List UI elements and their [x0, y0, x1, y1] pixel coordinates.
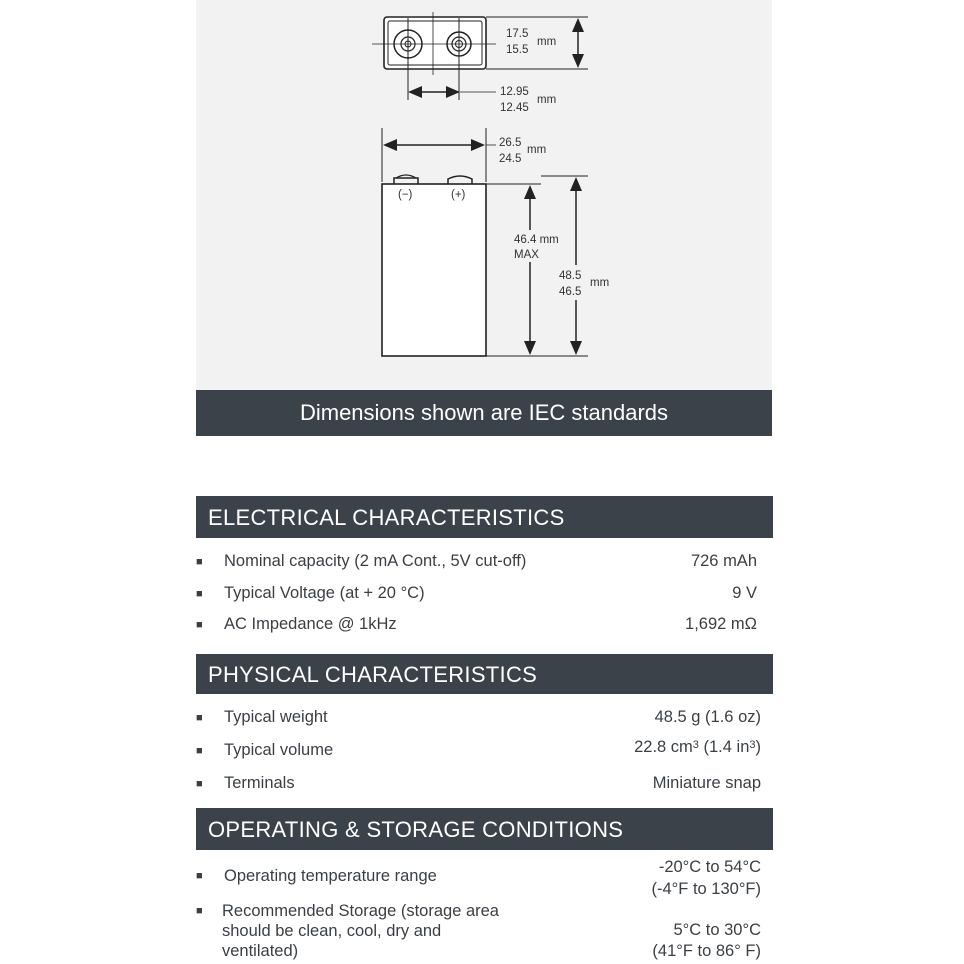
- spec-label: Typical volume: [224, 741, 334, 759]
- height-dim-max: 48.5: [559, 270, 582, 282]
- dimension-drawing: [196, 0, 772, 392]
- spec-value: 726 mAh: [690, 552, 757, 570]
- terminal-dim-unit: mm: [537, 94, 557, 106]
- bullet-icon: ■: [196, 870, 203, 882]
- bullet-icon: ■: [196, 905, 203, 917]
- spec-label-line1: Recommended Storage (storage area: [222, 902, 499, 920]
- top-dim-max: 17.5: [506, 28, 529, 40]
- spec-label: Typical Voltage (at + 20 °C): [224, 584, 425, 602]
- bullet-icon: ■: [196, 778, 203, 790]
- operating-section-header: OPERATING & STORAGE CONDITIONS: [196, 808, 773, 850]
- electrical-section-header: ELECTRICAL CHARACTERISTICS: [196, 496, 773, 538]
- battery-dimension-diagram: [196, 0, 772, 392]
- diagram-caption: Dimensions shown are IEC standards: [196, 390, 772, 436]
- bullet-icon: ■: [196, 619, 203, 631]
- list-item: [196, 774, 773, 796]
- height-dim-min: 46.5: [559, 286, 582, 298]
- height-dim-unit: mm: [590, 277, 610, 289]
- width-dim-min: 24.5: [499, 153, 522, 165]
- bullet-icon: ■: [196, 588, 203, 600]
- list-item: [196, 858, 773, 902]
- spec-value: 9 V: [732, 584, 757, 602]
- terminal-dim-max: 12.95: [500, 86, 529, 98]
- spec-label: AC Impedance @ 1kHz: [224, 615, 397, 633]
- list-item: [196, 584, 773, 606]
- bullet-icon: ■: [196, 712, 203, 724]
- spec-value-primary: 5°C to 30°C: [673, 921, 761, 939]
- physical-section-header: PHYSICAL CHARACTERISTICS: [196, 654, 773, 694]
- spec-value-secondary: (-4°F to 130°F): [651, 880, 761, 898]
- bullet-icon: ■: [196, 556, 203, 568]
- spec-value: Miniature snap: [652, 774, 761, 792]
- spec-value: 48.5 g (1.6 oz): [654, 708, 761, 726]
- spec-value-primary: -20°C to 54°C: [658, 858, 761, 876]
- inner-height-note: MAX: [514, 249, 539, 261]
- spec-label: Operating temperature range: [224, 867, 437, 885]
- bullet-icon: ■: [196, 745, 203, 757]
- negative-terminal-label: (−): [398, 189, 413, 201]
- top-dim-min: 15.5: [506, 44, 529, 56]
- list-item: [196, 552, 773, 574]
- list-item: [196, 901, 773, 963]
- spec-label: Terminals: [224, 774, 295, 792]
- width-dim-max: 26.5: [499, 137, 522, 149]
- positive-terminal-label: (+): [451, 189, 466, 201]
- list-item: [196, 738, 773, 763]
- top-dim-unit: mm: [537, 36, 557, 48]
- terminal-dim-min: 12.45: [500, 102, 529, 114]
- spec-value: 22.8 $cm^3$ (1.4 $in^3$): [634, 738, 761, 756]
- spec-label: Typical weight: [224, 708, 328, 726]
- spec-label-line2: should be clean, cool, dry and: [222, 922, 442, 940]
- spec-value: 1,692 mΩ: [685, 615, 757, 633]
- list-item: [196, 615, 773, 637]
- spec-label-line3: ventilated): [222, 942, 299, 960]
- inner-height-value: 46.4 mm: [514, 234, 559, 246]
- spec-value-secondary: (41°F to 86° F): [652, 942, 761, 960]
- spec-label: Nominal capacity (2 mA Cont., 5V cut-off): [224, 552, 527, 570]
- list-item: [196, 708, 773, 730]
- width-dim-unit: mm: [527, 144, 547, 156]
